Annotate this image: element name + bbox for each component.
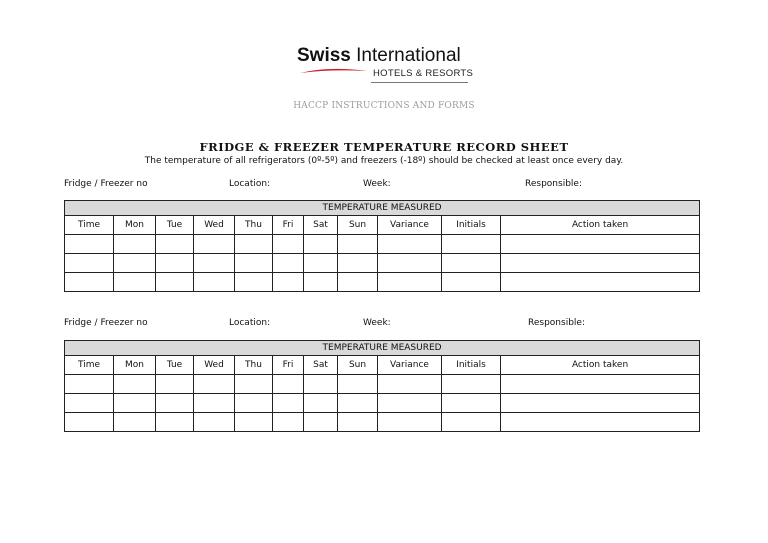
table-cell[interactable] xyxy=(194,413,235,432)
logo-brand-bold: Swiss xyxy=(297,45,351,66)
table-cell[interactable] xyxy=(378,413,442,432)
table-cell[interactable] xyxy=(194,235,235,254)
table-cell[interactable] xyxy=(501,375,700,394)
table-cell[interactable] xyxy=(338,273,378,292)
logo-swoosh-icon xyxy=(299,65,369,75)
col-header-initials: Initials xyxy=(442,216,501,235)
table-cell[interactable] xyxy=(235,375,273,394)
table-cell[interactable] xyxy=(304,413,338,432)
table-cell[interactable] xyxy=(501,413,700,432)
table-cell[interactable] xyxy=(442,273,501,292)
table-row xyxy=(65,235,700,254)
table-cell[interactable] xyxy=(114,394,156,413)
location-label: Location: xyxy=(229,318,271,328)
table-cell[interactable] xyxy=(114,273,156,292)
table-cell[interactable] xyxy=(273,235,304,254)
table-cell[interactable] xyxy=(273,254,304,273)
table-cell[interactable] xyxy=(114,235,156,254)
hotel-logo xyxy=(297,45,477,87)
col-header-sun: Sun xyxy=(338,356,378,375)
table-cell[interactable] xyxy=(235,273,273,292)
table-cell[interactable] xyxy=(156,413,194,432)
table-cell[interactable] xyxy=(273,394,304,413)
week-label: Week: xyxy=(363,179,391,189)
location-label: Location: xyxy=(229,179,271,189)
table-cell[interactable] xyxy=(114,254,156,273)
col-header-time: Time xyxy=(65,356,114,375)
table-cell[interactable] xyxy=(501,254,700,273)
table-cell[interactable] xyxy=(65,254,114,273)
col-header-action-taken: Action taken xyxy=(501,216,700,235)
responsible-label: Responsible: xyxy=(525,179,582,189)
col-header-tue: Tue xyxy=(156,356,194,375)
col-header-variance: Variance xyxy=(378,216,442,235)
table-cell[interactable] xyxy=(65,375,114,394)
col-header-initials: Initials xyxy=(442,356,501,375)
table-cell[interactable] xyxy=(114,413,156,432)
table-cell[interactable] xyxy=(378,235,442,254)
col-header-wed: Wed xyxy=(194,356,235,375)
table-cell[interactable] xyxy=(156,235,194,254)
col-header-sun: Sun xyxy=(338,216,378,235)
table-cell[interactable] xyxy=(156,254,194,273)
temperature-measured-band: TEMPERATURE MEASURED xyxy=(65,201,700,216)
table-cell[interactable] xyxy=(338,375,378,394)
col-header-fri: Fri xyxy=(273,216,304,235)
table-cell[interactable] xyxy=(235,413,273,432)
table-cell[interactable] xyxy=(156,394,194,413)
table-cell[interactable] xyxy=(194,273,235,292)
col-header-thu: Thu xyxy=(235,216,273,235)
col-header-tue: Tue xyxy=(156,216,194,235)
table-cell[interactable] xyxy=(65,273,114,292)
col-header-fri: Fri xyxy=(273,356,304,375)
logo-subtitle: HOTELS & RESORTS xyxy=(373,68,474,79)
table-cell[interactable] xyxy=(235,235,273,254)
table-cell[interactable] xyxy=(65,413,114,432)
table-cell[interactable] xyxy=(442,235,501,254)
table-row xyxy=(65,375,700,394)
logo-brand-rest: International xyxy=(350,45,461,66)
table-cell[interactable] xyxy=(501,235,700,254)
table-cell[interactable] xyxy=(338,413,378,432)
table-cell[interactable] xyxy=(304,394,338,413)
table-cell[interactable] xyxy=(114,375,156,394)
table-cell[interactable] xyxy=(304,235,338,254)
table-cell[interactable] xyxy=(378,273,442,292)
table-cell[interactable] xyxy=(378,394,442,413)
table-cell[interactable] xyxy=(273,375,304,394)
table-cell[interactable] xyxy=(442,254,501,273)
col-header-action-taken: Action taken xyxy=(501,356,700,375)
table-cell[interactable] xyxy=(65,394,114,413)
table-cell[interactable] xyxy=(338,254,378,273)
fridge-freezer-no-label: Fridge / Freezer no xyxy=(64,318,148,328)
page-subheading: HACCP INSTRUCTIONS AND FORMS xyxy=(293,101,475,111)
table-cell[interactable] xyxy=(338,394,378,413)
table-row xyxy=(65,394,700,413)
table-cell[interactable] xyxy=(235,394,273,413)
table-cell[interactable] xyxy=(156,375,194,394)
col-header-thu: Thu xyxy=(235,356,273,375)
table-cell[interactable] xyxy=(338,235,378,254)
col-header-mon: Mon xyxy=(114,216,156,235)
table-cell[interactable] xyxy=(378,254,442,273)
temperature-measured-band: TEMPERATURE MEASURED xyxy=(65,341,700,356)
table-cell[interactable] xyxy=(235,254,273,273)
col-header-sat: Sat xyxy=(304,216,338,235)
table-cell[interactable] xyxy=(304,375,338,394)
table-cell[interactable] xyxy=(378,375,442,394)
page-title: FRIDGE & FREEZER TEMPERATURE RECORD SHEET xyxy=(199,140,569,154)
fridge-freezer-no-label: Fridge / Freezer no xyxy=(64,179,148,189)
table-cell[interactable] xyxy=(442,375,501,394)
table-row xyxy=(65,413,700,432)
table-cell[interactable] xyxy=(442,413,501,432)
table-cell[interactable] xyxy=(194,375,235,394)
table-cell[interactable] xyxy=(273,273,304,292)
temperature-record-table xyxy=(64,340,700,432)
table-cell[interactable] xyxy=(304,273,338,292)
logo-divider xyxy=(371,82,468,83)
week-label: Week: xyxy=(363,318,391,328)
table-cell[interactable] xyxy=(65,235,114,254)
temperature-record-table xyxy=(64,200,700,292)
table-cell[interactable] xyxy=(194,254,235,273)
col-header-mon: Mon xyxy=(114,356,156,375)
col-header-sat: Sat xyxy=(304,356,338,375)
table-cell[interactable] xyxy=(156,273,194,292)
table-row xyxy=(65,273,700,292)
table-cell[interactable] xyxy=(273,413,304,432)
responsible-label: Responsible: xyxy=(528,318,585,328)
col-header-time: Time xyxy=(65,216,114,235)
table-cell[interactable] xyxy=(194,394,235,413)
table-cell[interactable] xyxy=(304,254,338,273)
col-header-variance: Variance xyxy=(378,356,442,375)
table-cell[interactable] xyxy=(501,394,700,413)
logo-brand xyxy=(297,45,461,67)
table-row xyxy=(65,254,700,273)
table-cell[interactable] xyxy=(442,394,501,413)
instruction-note: The temperature of all refrigerators (0º-5º) and freezers (-18º) should be checked at least once every day. xyxy=(144,156,624,166)
table-cell[interactable] xyxy=(501,273,700,292)
col-header-wed: Wed xyxy=(194,216,235,235)
